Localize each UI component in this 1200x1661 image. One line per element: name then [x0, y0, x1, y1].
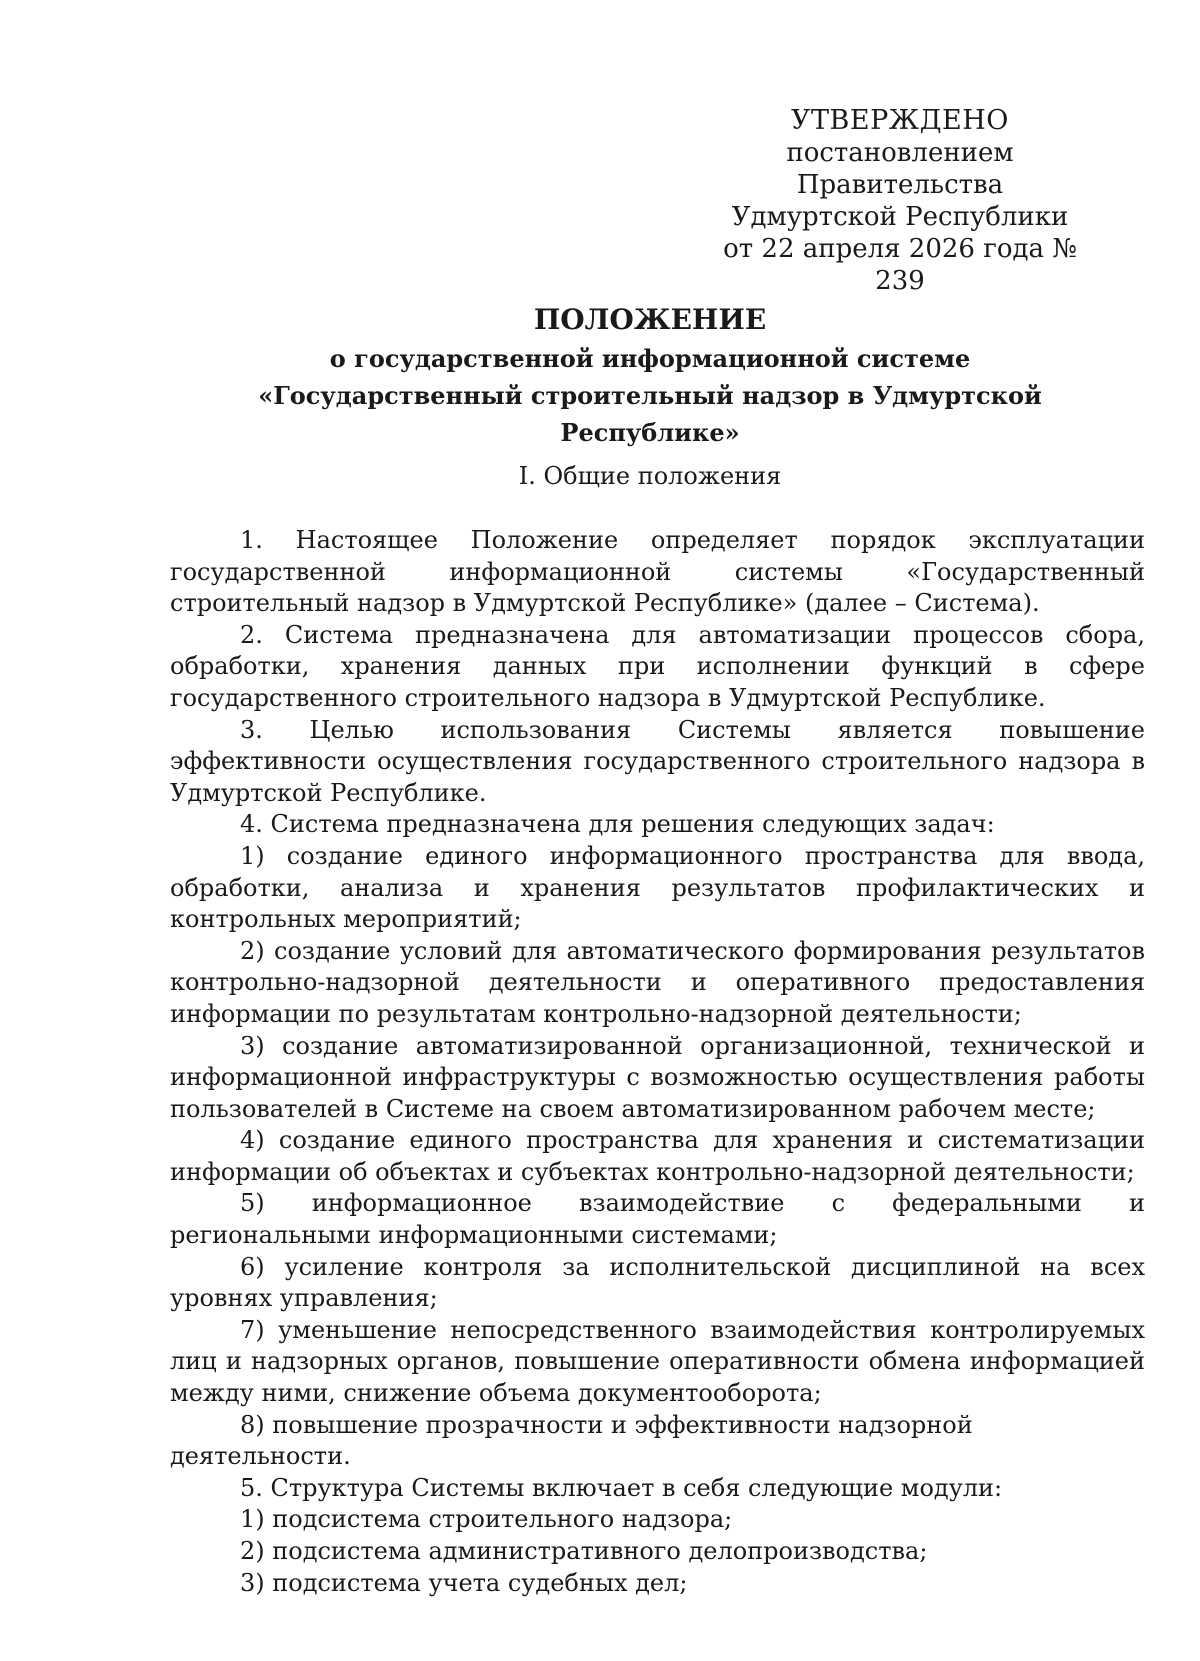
approval-heading: УТВЕРЖДЕНО: [791, 105, 1009, 136]
title-main: ПОЛОЖЕНИЕ: [533, 303, 767, 336]
task-item-8: 8) повышение прозрачности и эффективности надзорной деятельности.: [170, 1410, 973, 1471]
title-subtitle-2: «Государственный строительный надзор в Удмуртской Республике»: [258, 381, 1042, 447]
document-body: [170, 525, 1145, 1599]
document-title: [170, 300, 1130, 451]
paragraph-5: 5. Структура Системы включает в себя следующие модули:: [240, 1473, 1003, 1502]
paragraph-2: 2. Система предназначена для автоматизации процессов сбора, обработки, хранения данных при исполнении функций в сфере государственного строительного надзора в Удмуртской Республике.: [170, 620, 1145, 712]
task-item-6: 6) усиление контроля за исполнительской дисциплиной на всех уровнях управления;: [170, 1252, 1145, 1313]
paragraph-4: 4. Система предназначена для решения следующих задач:: [240, 810, 995, 839]
section-heading: I. Общие положения: [518, 462, 782, 490]
title-subtitle-1: о государственной информационной системе: [329, 344, 971, 373]
paragraph-3: 3. Целью использования Системы является повышение эффективности осуществления государственного строительного надзора в Удмуртской Республике.: [170, 715, 1145, 807]
module-item-3: 3) подсистема учета судебных дел;: [240, 1568, 688, 1597]
task-item-1: 1) создание единого информационного пространства для ввода, обработки, анализа и хранения результатов профилактических и контрольных мероприятий;: [170, 841, 1145, 934]
task-item-2: 2) создание условий для автоматического формирования результатов контрольно-надзорной деятельности и оперативного предоставления информации по результатам контрольно-надзорной деятельности;: [170, 936, 1145, 1028]
task-item-3: 3) создание автоматизированной организационной, технической и информационной инфраструктуры с возможностью осуществления работы пользователей в Системе на своем автоматизированном рабочем месте;: [170, 1031, 1145, 1123]
paragraph-1: 1. Настоящее Положение определяет порядок эксплуатации государственной информационной системы «Государственный строительный надзор в Удмуртской Республике» (далее – Система).: [170, 526, 1145, 618]
module-item-2: 2) подсистема административного делопроизводства;: [240, 1537, 928, 1565]
approval-stamp: [700, 105, 1100, 297]
task-item-5: 5) информационное взаимодействие с федеральными и региональными информационными системами;: [170, 1189, 1145, 1250]
approval-line-3: от 22 апреля 2026 года № 239: [723, 234, 1077, 296]
task-item-4: 4) создание единого пространства для хранения и систематизации информации об объектах и субъектах контрольно-надзорной деятельности;: [170, 1126, 1145, 1186]
module-item-1: 1) подсистема строительного надзора;: [240, 1505, 733, 1534]
task-item-7: 7) уменьшение непосредственного взаимодействия контролируемых лиц и надзорных органов, повышение оперативности обмена информацией между ними, снижение объема документооборота;: [170, 1315, 1145, 1408]
approval-line-1: постановлением Правительства: [786, 138, 1014, 200]
approval-line-2: Удмуртской Республики: [731, 202, 1069, 232]
